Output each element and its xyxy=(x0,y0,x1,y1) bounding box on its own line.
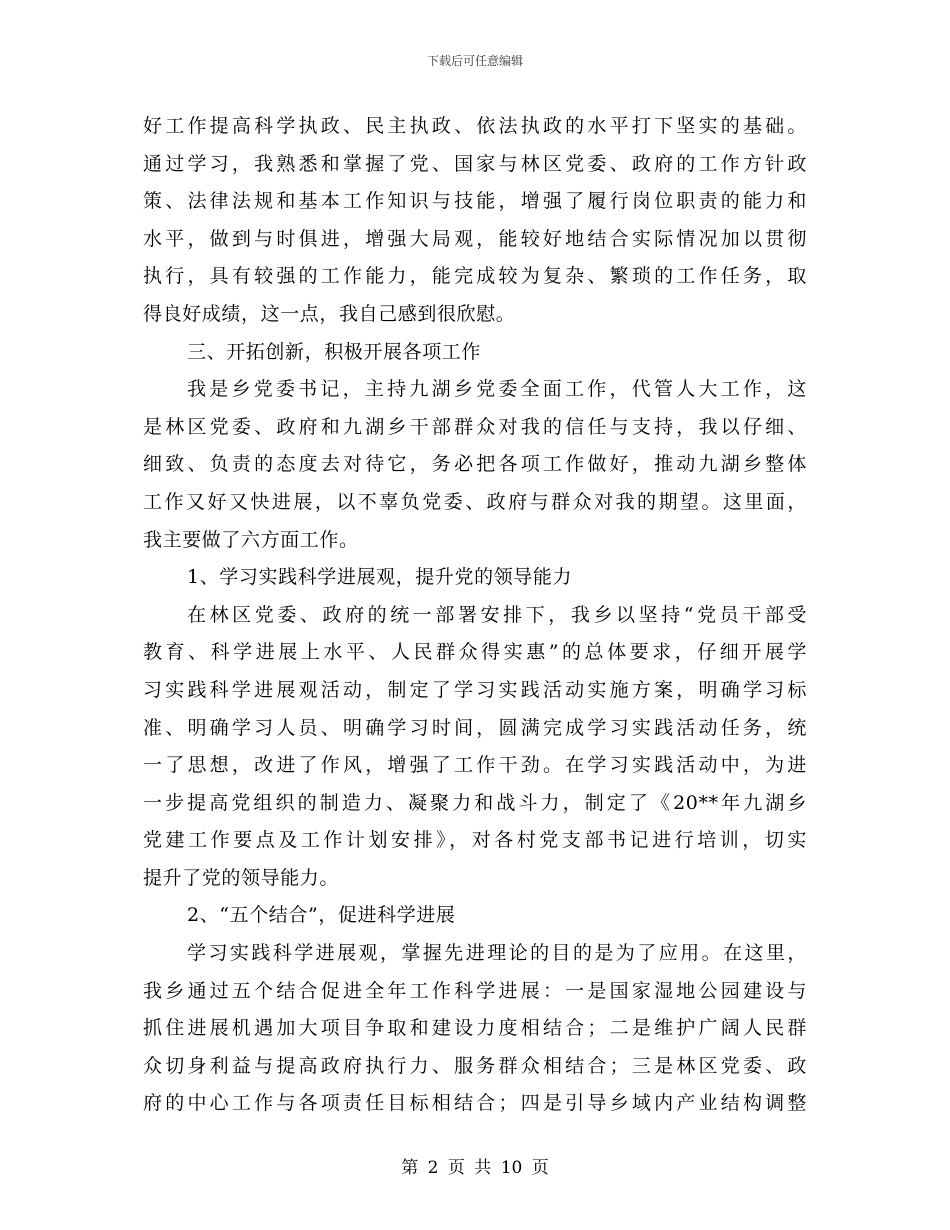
text-line: 一了思想，改进了作风，增强了工作干劲。在学习实践活动中，为进 xyxy=(143,754,807,777)
text-line: 1、学习实践科学进展观，提升党的领导能力 xyxy=(187,566,573,589)
text-line: 党建工作要点及工作计划安排》，对各村党支部书记进行培训，切实 xyxy=(143,829,807,852)
text-line: 是林区党委、政府和九湖乡干部群众对我的信任与支持，我以仔细、 xyxy=(143,415,807,438)
text-line: 水平，做到与时俱进，增强大局观，能较好地结合实际情况加以贯彻 xyxy=(143,227,807,250)
text-line: 学习实践科学进展观，掌握先进理论的目的是为了应用。在这里， xyxy=(187,942,807,965)
text-line: 得良好成绩，这一点，我自己感到很欣慰。 xyxy=(143,302,516,325)
text-line: 府的中心工作与各项责任目标相结合；四是引导乡域内产业结构调整 xyxy=(143,1092,807,1115)
text-line: 准、明确学习人员、明确学习时间，圆满完成学习实践活动任务，统 xyxy=(143,716,807,739)
text-line: 抓住进展机遇加大项目争取和建设力度相结合；二是维护广阔人民群 xyxy=(143,1017,807,1040)
page-header-note: 下载后可任意编辑 xyxy=(426,54,523,68)
text-line: 我乡通过五个结合促进全年工作科学进展：一是国家湿地公园建设与 xyxy=(143,979,807,1002)
text-line: 提升了党的领导能力。 xyxy=(143,866,340,889)
text-line: 习实践科学进展观活动，制定了学习实践活动实施方案，明确学习标 xyxy=(143,678,807,701)
text-line: 2、“五个结合”，促进科学进展 xyxy=(187,904,456,927)
text-line: 三、开拓创新，积极开展各项工作 xyxy=(187,340,482,363)
text-line: 我主要做了六方面工作。 xyxy=(143,528,359,551)
text-line: 众切身利益与提高政府执行力、服务群众相结合；三是林区党委、政 xyxy=(143,1054,807,1077)
text-line: 我是乡党委书记，主持九湖乡党委全面工作，代管人大工作，这 xyxy=(187,378,807,401)
text-line: 在林区党委、政府的统一部署安排下，我乡以坚持“党员干部受 xyxy=(187,603,807,626)
text-line: 工作又好又快进展，以不辜负党委、政府与群众对我的期望。这里面， xyxy=(143,490,807,513)
text-line: 一步提高党组织的制造力、凝聚力和战斗力，制定了《20**年九湖乡 xyxy=(143,791,807,814)
text-line: 细致、负责的态度去对待它，务必把各项工作做好，推动九湖乡整体 xyxy=(143,453,807,476)
page-number: 第 2 页 共 10 页 xyxy=(401,1158,549,1178)
text-line: 通过学习，我熟悉和掌握了党、国家与林区党委、政府的工作方针政 xyxy=(143,152,807,175)
text-line: 教育、科学进展上水平、人民群众得实惠”的总体要求，仔细开展学 xyxy=(143,641,807,664)
document-body xyxy=(143,108,807,1123)
text-line: 策、法律法规和基本工作知识与技能，增强了履行岗位职责的能力和 xyxy=(143,190,807,213)
text-line: 执行，具有较强的工作能力，能完成较为复杂、繁琐的工作任务，取 xyxy=(143,265,807,288)
text-line: 好工作提高科学执政、民主执政、依法执政的水平打下坚实的基础。 xyxy=(143,115,807,137)
